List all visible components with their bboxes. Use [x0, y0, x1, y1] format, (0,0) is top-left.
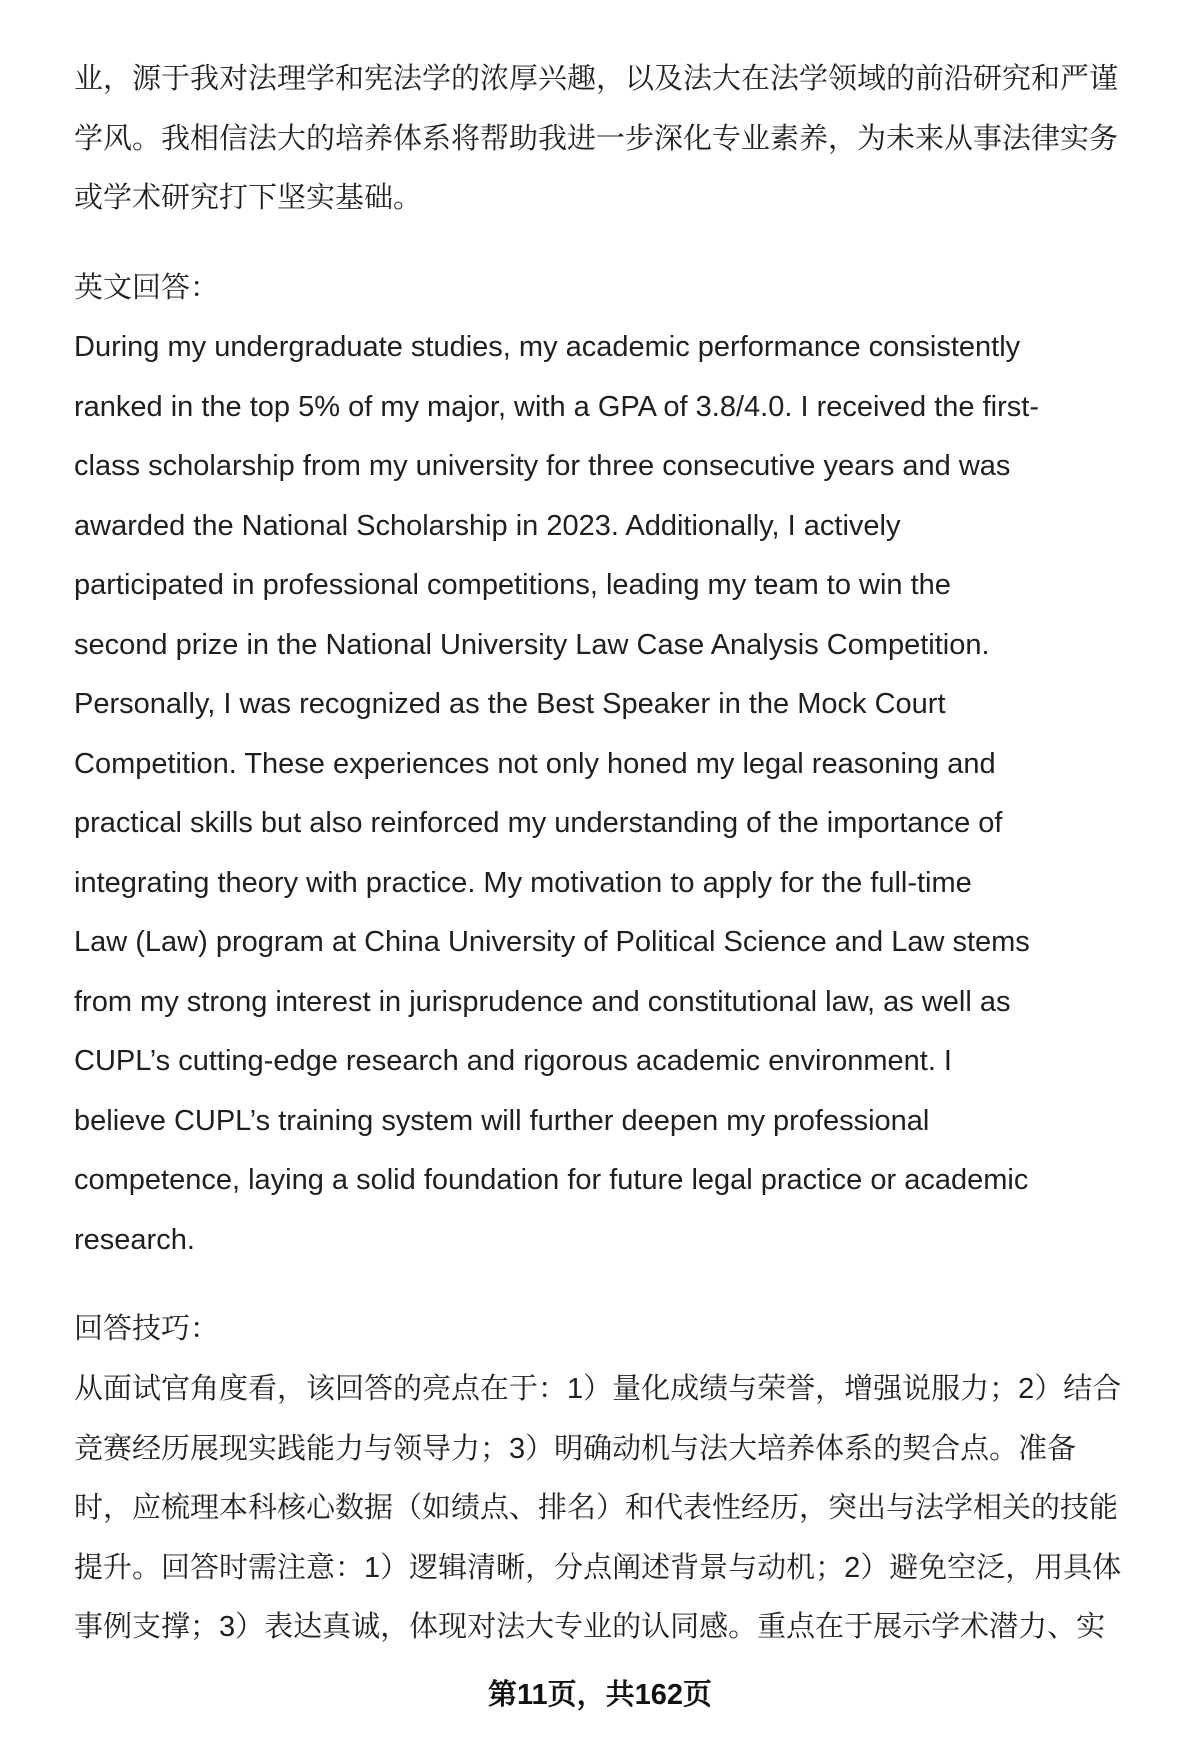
answer-tips-line: 提升。回答时需注意：1）逻辑清晰，分点阐述背景与动机；2）避免空泛，用具体 — [74, 1551, 1122, 1584]
english-answer-heading: 英文回答： — [74, 272, 220, 304]
english-answer-line: ranked in the top 5% of my major, with a GPA of 3.8/4.0. I received the first- — [74, 390, 1039, 423]
page-number-footer: 第11页，共162页 — [487, 1679, 713, 1711]
english-answer-paragraph — [74, 318, 1154, 1270]
english-answer-line: Law (Law) program at China University of Political Science and Law stems — [74, 926, 1030, 958]
english-answer-line: During my undergraduate studies, my academic performance consistently — [74, 331, 1021, 363]
answer-tips-heading: 回答技巧： — [74, 1313, 220, 1345]
english-answer-line: believe CUPL’s training system will further deepen my professional — [74, 1104, 930, 1137]
answer-tips-section-header — [74, 1300, 1154, 1360]
english-answer-line: participated in professional competitions, leading my team to win the — [74, 569, 951, 601]
intro-paragraph-line: 学风。我相信法大的培养体系将帮助我进一步深化专业素养，为未来从事法律实务 — [74, 122, 1119, 155]
english-answer-line: integrating theory with practice. My motivation to apply for the full-time — [74, 866, 972, 899]
english-answer-line: practical skills but also reinforced my understanding of the importance of — [74, 807, 1003, 839]
answer-tips-line: 竞赛经历展现实践能力与领导力；3）明确动机与法大培养体系的契合点。准备 — [74, 1432, 1077, 1465]
answer-tips-paragraph — [74, 1360, 1154, 1658]
intro-paragraph-line: 业，源于我对法理学和宪法学的浓厚兴趣，以及法大在法学领域的前沿研究和严谨 — [74, 63, 1119, 95]
answer-tips-line: 从面试官角度看，该回答的亮点在于：1）量化成绩与荣誉，增强说服力；2）结合 — [74, 1373, 1122, 1405]
english-answer-line: class scholarship from my university for three consecutive years and was — [74, 450, 1011, 482]
english-answer-line: awarded the National Scholarship in 2023. Additionally, I actively — [74, 509, 901, 542]
answer-tips-line: 时，应梳理本科核心数据（如绩点、排名）和代表性经历，突出与法学相关的技能 — [74, 1492, 1119, 1524]
english-answer-line: Personally, I was recognized as the Best Speaker in the Mock Court — [74, 688, 946, 720]
english-answer-section-header — [74, 259, 1154, 319]
english-answer-line: second prize in the National University Law Case Analysis Competition. — [74, 628, 990, 661]
english-answer-line: from my strong interest in jurisprudence and constitutional law, as well as — [74, 985, 1011, 1018]
intro-paragraph-line: 或学术研究打下坚实基础。 — [74, 182, 423, 214]
intro-paragraph — [74, 50, 1154, 229]
english-answer-line: Competition. These experiences not only honed my legal reasoning and — [74, 747, 996, 780]
english-answer-line: CUPL’s cutting-edge research and rigorous academic environment. I — [74, 1045, 952, 1077]
answer-tips-line: 事例支撑；3）表达真诚，体现对法大专业的认同感。重点在于展示学术潜力、实 — [74, 1611, 1106, 1643]
english-answer-line: competence, laying a solid foundation for future legal practice or academic — [74, 1164, 1029, 1196]
english-answer-line: research. — [74, 1223, 195, 1256]
